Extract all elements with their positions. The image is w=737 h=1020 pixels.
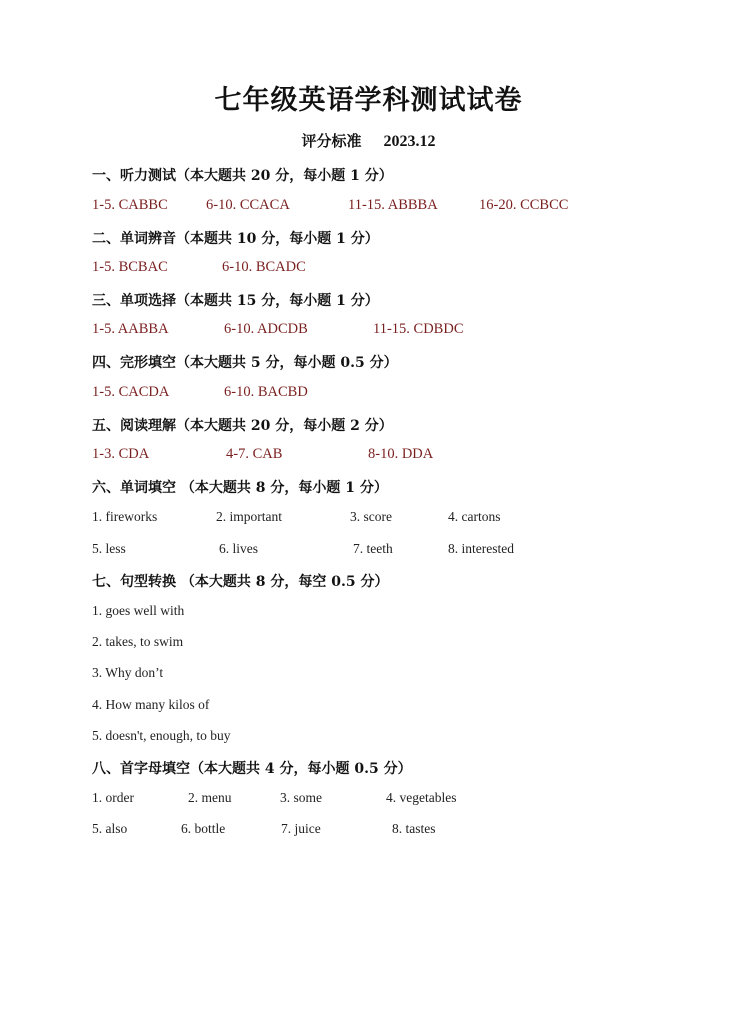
section-heading-multiple-choice: 三、单项选择（本题共 15 分，每小题 1 分）	[92, 293, 379, 309]
answer-row	[92, 259, 652, 279]
answer-item: 3. score	[350, 509, 392, 524]
answer-row	[92, 790, 652, 810]
answer-item: 2. takes, to swim	[92, 634, 184, 649]
answer-item: 6. bottle	[181, 821, 226, 836]
answer-item: 4. How many kilos of	[92, 697, 210, 712]
answer-item: 1-5. AABBA	[92, 321, 169, 337]
answer-item: 7. juice	[281, 821, 321, 836]
answer-item: 1. goes well with	[92, 603, 185, 618]
answer-item: 5. also	[92, 821, 128, 836]
answer-item: 3. Why don’t	[92, 665, 164, 680]
section-heading-pronunciation: 二、单词辨音（本题共 10 分，每小题 1 分）	[92, 231, 379, 247]
answer-item: 1. fireworks	[92, 509, 158, 524]
answer-row	[92, 821, 652, 841]
answer-row	[92, 541, 652, 561]
section-heading-initial-letter: 八、首字母填空（本大题共 4 分，每小题 0.5 分）	[92, 761, 412, 777]
answer-row	[92, 446, 652, 466]
answer-item: 6-10. CCACA	[206, 197, 290, 213]
answer-row	[92, 197, 652, 217]
answer-row	[92, 697, 652, 717]
answer-item: 6-10. BCADC	[222, 259, 306, 275]
answer-row	[92, 634, 652, 654]
answer-item: 1-5. CACDA	[92, 384, 170, 400]
page-title: 七年级英语学科测试试卷	[214, 85, 523, 116]
answer-item: 6-10. BACBD	[224, 384, 308, 400]
answer-item: 1-5. CABBC	[92, 197, 168, 213]
answer-row	[92, 509, 652, 529]
answer-row	[92, 321, 652, 341]
answer-item: 11-15. ABBBA	[348, 197, 438, 213]
answer-item: 7. teeth	[353, 541, 393, 556]
answer-row	[92, 665, 652, 685]
answer-item: 6-10. ADCDB	[224, 321, 308, 337]
section-heading-listening: 一、听力测试（本大题共 20 分，每小题 1 分）	[92, 168, 393, 184]
answer-item: 2. menu	[188, 790, 232, 805]
answer-item: 1. order	[92, 790, 134, 805]
answer-item: 4-7. CAB	[226, 446, 283, 462]
answer-item: 5. less	[92, 541, 126, 556]
section-heading-sentence-transform: 七、句型转换 （本大题共 8 分，每空 0.5 分）	[92, 574, 389, 590]
section-heading-cloze: 四、完形填空（本大题共 5 分，每小题 0.5 分）	[92, 355, 398, 371]
answer-row	[92, 603, 652, 623]
answer-item: 4. cartons	[448, 509, 501, 524]
answer-item: 1-5. BCBAC	[92, 259, 168, 275]
answer-item: 4. vegetables	[386, 790, 457, 805]
answer-item: 8-10. DDA	[368, 446, 434, 462]
subtitle-label: 评分标准	[301, 132, 362, 150]
answer-item: 3. some	[280, 790, 322, 805]
answer-item: 8. tastes	[392, 821, 436, 836]
answer-item: 6. lives	[219, 541, 258, 556]
answer-item: 5. doesn't, enough, to buy	[92, 728, 231, 743]
subtitle-date: 2023.12	[383, 133, 436, 150]
answer-row	[92, 384, 652, 404]
section-heading-reading: 五、阅读理解（本大题共 20 分，每小题 2 分）	[92, 418, 393, 434]
answer-item: 1-3. CDA	[92, 446, 150, 462]
answer-item: 8. interested	[448, 541, 514, 556]
answer-row	[92, 728, 652, 748]
page-subtitle	[0, 130, 737, 151]
section-heading-word-fill: 六、单词填空 （本大题共 8 分，每小题 1 分）	[92, 480, 388, 496]
answer-item: 2. important	[216, 509, 282, 524]
answer-item: 16-20. CCBCC	[479, 197, 569, 213]
answer-item: 11-15. CDBDC	[373, 321, 464, 337]
